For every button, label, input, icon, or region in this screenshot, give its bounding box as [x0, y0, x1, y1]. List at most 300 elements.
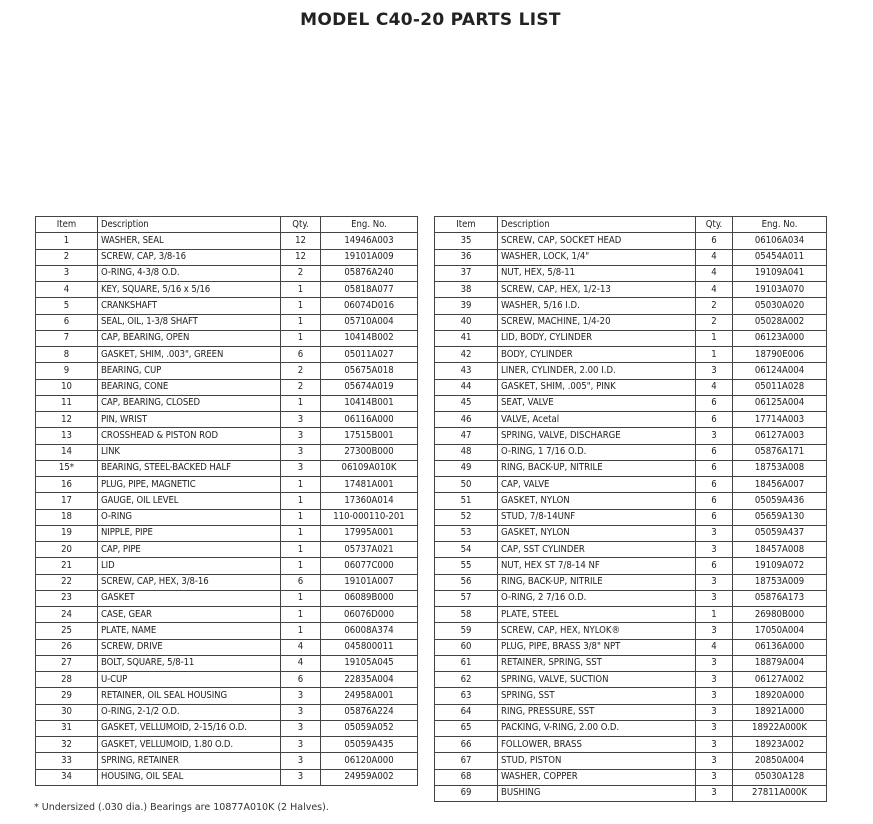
part-quantity: 3	[696, 363, 733, 379]
part-description: O-RING, 2-1/2 O.D.	[98, 704, 281, 720]
table-row	[435, 265, 827, 281]
engineering-number: 05059A436	[733, 493, 827, 509]
engineering-number: 05876A171	[733, 444, 827, 460]
engineering-number: 05675A018	[321, 363, 418, 379]
item-number: 4	[36, 282, 98, 298]
part-quantity: 3	[696, 704, 733, 720]
engineering-number: 18923A002	[733, 737, 827, 753]
part-quantity: 3	[696, 623, 733, 639]
engineering-number: 06123A000	[733, 330, 827, 346]
engineering-number: 18456A007	[733, 477, 827, 493]
part-description: CAP, BEARING, OPEN	[98, 330, 281, 346]
item-number: 55	[435, 558, 498, 574]
part-description: GASKET, SHIM, .003", GREEN	[98, 347, 281, 363]
item-number: 30	[36, 704, 98, 720]
table-header-row	[435, 217, 827, 233]
engineering-number: 18457A008	[733, 542, 827, 558]
table-row	[435, 493, 827, 509]
part-description: SCREW, CAP, HEX, NYLOK®	[498, 623, 696, 639]
item-number: 64	[435, 704, 498, 720]
item-number: 8	[36, 347, 98, 363]
part-quantity: 6	[696, 460, 733, 476]
table-row	[435, 737, 827, 753]
table-row	[36, 607, 418, 623]
item-number: 34	[36, 769, 98, 785]
part-quantity: 1	[281, 395, 321, 411]
table-row	[36, 298, 418, 314]
part-quantity: 2	[281, 363, 321, 379]
engineering-number: 19101A007	[321, 574, 418, 590]
part-quantity: 6	[696, 477, 733, 493]
part-description: NIPPLE, PIPE	[98, 525, 281, 541]
part-quantity: 3	[696, 737, 733, 753]
table-row	[435, 330, 827, 346]
part-description: GASKET	[98, 590, 281, 606]
part-description: SCREW, CAP, HEX, 3/8-16	[98, 574, 281, 590]
engineering-number: 06077C000	[321, 558, 418, 574]
part-quantity: 3	[696, 655, 733, 671]
part-quantity: 1	[281, 590, 321, 606]
engineering-number: 10414B002	[321, 330, 418, 346]
table-row	[435, 672, 827, 688]
item-number: 21	[36, 558, 98, 574]
engineering-number: 05710A004	[321, 314, 418, 330]
item-number: 16	[36, 477, 98, 493]
engineering-number: 06125A004	[733, 395, 827, 411]
part-quantity: 6	[696, 558, 733, 574]
table-row	[435, 542, 827, 558]
item-number: 5	[36, 298, 98, 314]
part-description: KEY, SQUARE, 5/16 x 5/16	[98, 282, 281, 298]
table-row	[36, 282, 418, 298]
part-description: PLUG, PIPE, MAGNETIC	[98, 477, 281, 493]
item-number: 22	[36, 574, 98, 590]
item-number: 53	[435, 525, 498, 541]
engineering-number: 110-000110-201	[321, 509, 418, 525]
table-row	[36, 639, 418, 655]
part-description: RETAINER, SPRING, SST	[498, 655, 696, 671]
part-description: NUT, HEX, 5/8-11	[498, 265, 696, 281]
part-quantity: 6	[281, 672, 321, 688]
engineering-number: 17360A014	[321, 493, 418, 509]
part-quantity: 6	[696, 509, 733, 525]
table-row	[36, 395, 418, 411]
engineering-number: 17714A003	[733, 412, 827, 428]
engineering-number: 05030A020	[733, 298, 827, 314]
part-quantity: 4	[696, 639, 733, 655]
engineering-number: 17995A001	[321, 525, 418, 541]
table-row	[435, 785, 827, 801]
item-number: 33	[36, 753, 98, 769]
part-description: WASHER, SEAL	[98, 233, 281, 249]
part-quantity: 1	[281, 623, 321, 639]
item-number: 18	[36, 509, 98, 525]
part-description: GASKET, VELLUMOID, 2-15/16 O.D.	[98, 720, 281, 736]
engineering-number: 045800011	[321, 639, 418, 655]
part-quantity: 1	[281, 477, 321, 493]
part-quantity: 6	[696, 395, 733, 411]
part-quantity: 1	[281, 282, 321, 298]
part-description: CROSSHEAD & PISTON ROD	[98, 428, 281, 444]
part-quantity: 3	[696, 525, 733, 541]
part-description: GASKET, NYLON	[498, 525, 696, 541]
part-description: RING, PRESSURE, SST	[498, 704, 696, 720]
item-number: 2	[36, 249, 98, 265]
part-quantity: 6	[281, 574, 321, 590]
part-description: SCREW, CAP, HEX, 1/2-13	[498, 282, 696, 298]
part-quantity: 4	[281, 639, 321, 655]
part-description: CAP, BEARING, CLOSED	[98, 395, 281, 411]
item-number: 39	[435, 298, 498, 314]
part-description: CAP, PIPE	[98, 542, 281, 558]
part-description: GASKET, NYLON	[498, 493, 696, 509]
part-quantity: 4	[696, 265, 733, 281]
item-number: 25	[36, 623, 98, 639]
header-qty: Qty.	[281, 217, 321, 233]
item-number: 62	[435, 672, 498, 688]
part-quantity: 6	[696, 444, 733, 460]
engineering-number: 19109A041	[733, 265, 827, 281]
table-row	[435, 704, 827, 720]
table-row	[435, 509, 827, 525]
item-number: 14	[36, 444, 98, 460]
item-number: 36	[435, 249, 498, 265]
table-row	[36, 233, 418, 249]
item-number: 38	[435, 282, 498, 298]
engineering-number: 18922A000K	[733, 720, 827, 736]
part-description: SCREW, DRIVE	[98, 639, 281, 655]
part-description: LID	[98, 558, 281, 574]
table-row	[435, 233, 827, 249]
part-quantity: 1	[696, 330, 733, 346]
table-row	[36, 347, 418, 363]
engineering-number: 19105A045	[321, 655, 418, 671]
engineering-number: 06120A000	[321, 753, 418, 769]
part-quantity: 1	[281, 558, 321, 574]
part-description: NUT, HEX ST 7/8-14 NF	[498, 558, 696, 574]
part-description: SEAL, OIL, 1-3/8 SHAFT	[98, 314, 281, 330]
engineering-number: 06106A034	[733, 233, 827, 249]
part-description: GAUGE, OIL LEVEL	[98, 493, 281, 509]
item-number: 69	[435, 785, 498, 801]
part-description: RING, BACK-UP, NITRILE	[498, 460, 696, 476]
table-row	[36, 265, 418, 281]
table-row	[36, 525, 418, 541]
table-row	[435, 347, 827, 363]
item-number: 43	[435, 363, 498, 379]
part-description: GASKET, SHIM, .005", PINK	[498, 379, 696, 395]
part-quantity: 3	[281, 688, 321, 704]
table-row	[36, 623, 418, 639]
item-number: 23	[36, 590, 98, 606]
engineering-number: 06008A374	[321, 623, 418, 639]
table-row	[435, 655, 827, 671]
part-quantity: 1	[281, 330, 321, 346]
table-row	[36, 460, 418, 476]
table-row	[36, 672, 418, 688]
engineering-number: 06074D016	[321, 298, 418, 314]
item-number: 42	[435, 347, 498, 363]
parts-table-right	[434, 216, 827, 802]
table-row	[36, 363, 418, 379]
table-row	[435, 363, 827, 379]
header-eng-no: Eng. No.	[733, 217, 827, 233]
part-description: CAP, VALVE	[498, 477, 696, 493]
table-row	[36, 542, 418, 558]
part-description: VALVE, Acetal	[498, 412, 696, 428]
item-number: 31	[36, 720, 98, 736]
engineering-number: 24959A002	[321, 769, 418, 785]
item-number: 49	[435, 460, 498, 476]
table-row	[435, 379, 827, 395]
engineering-number: 22835A004	[321, 672, 418, 688]
part-description: LINER, CYLINDER, 2.00 I.D.	[498, 363, 696, 379]
table-row	[36, 574, 418, 590]
engineering-number: 05818A077	[321, 282, 418, 298]
engineering-number: 18879A004	[733, 655, 827, 671]
table-row	[435, 460, 827, 476]
engineering-number: 10414B001	[321, 395, 418, 411]
part-quantity: 1	[696, 347, 733, 363]
part-description: BEARING, CONE	[98, 379, 281, 395]
part-description: SEAT, VALVE	[498, 395, 696, 411]
part-description: RETAINER, OIL SEAL HOUSING	[98, 688, 281, 704]
part-quantity: 4	[696, 282, 733, 298]
part-description: BEARING, STEEL-BACKED HALF	[98, 460, 281, 476]
item-number: 66	[435, 737, 498, 753]
part-description: HOUSING, OIL SEAL	[98, 769, 281, 785]
table-row	[435, 298, 827, 314]
engineering-number: 05876A224	[321, 704, 418, 720]
table-row	[435, 753, 827, 769]
table-row	[36, 655, 418, 671]
table-row	[435, 590, 827, 606]
engineering-number: 14946A003	[321, 233, 418, 249]
part-description: WASHER, 5/16 I.D.	[498, 298, 696, 314]
table-row	[36, 249, 418, 265]
part-description: O-RING, 2 7/16 O.D.	[498, 590, 696, 606]
engineering-number: 06127A002	[733, 672, 827, 688]
item-number: 40	[435, 314, 498, 330]
item-number: 50	[435, 477, 498, 493]
engineering-number: 06089B000	[321, 590, 418, 606]
table-row	[435, 574, 827, 590]
part-description: SPRING, SST	[498, 688, 696, 704]
part-description: CAP, SST CYLINDER	[498, 542, 696, 558]
part-quantity: 3	[281, 737, 321, 753]
engineering-number: 05737A021	[321, 542, 418, 558]
table-row	[435, 558, 827, 574]
part-quantity: 2	[281, 265, 321, 281]
engineering-number: 06116A000	[321, 412, 418, 428]
item-number: 19	[36, 525, 98, 541]
table-row	[36, 720, 418, 736]
engineering-number: 05876A240	[321, 265, 418, 281]
engineering-number: 05028A002	[733, 314, 827, 330]
part-description: SPRING, RETAINER	[98, 753, 281, 769]
part-description: O-RING, 1 7/16 O.D.	[498, 444, 696, 460]
table-row	[435, 623, 827, 639]
engineering-number: 05011A027	[321, 347, 418, 363]
part-quantity: 3	[696, 672, 733, 688]
part-quantity: 3	[696, 688, 733, 704]
engineering-number: 05876A173	[733, 590, 827, 606]
item-number: 51	[435, 493, 498, 509]
engineering-number: 06109A010K	[321, 460, 418, 476]
part-description: SCREW, CAP, 3/8-16	[98, 249, 281, 265]
engineering-number: 05659A130	[733, 509, 827, 525]
table-row	[435, 477, 827, 493]
engineering-number: 05454A011	[733, 249, 827, 265]
part-quantity: 3	[696, 428, 733, 444]
item-number: 28	[36, 672, 98, 688]
part-quantity: 1	[281, 298, 321, 314]
part-quantity: 3	[281, 428, 321, 444]
part-description: PACKING, V-RING, 2.00 O.D.	[498, 720, 696, 736]
part-quantity: 3	[696, 590, 733, 606]
item-number: 68	[435, 769, 498, 785]
part-quantity: 6	[281, 347, 321, 363]
part-description: BOLT, SQUARE, 5/8-11	[98, 655, 281, 671]
table-row	[36, 590, 418, 606]
engineering-number: 18753A009	[733, 574, 827, 590]
item-number: 52	[435, 509, 498, 525]
table-row	[435, 249, 827, 265]
item-number: 47	[435, 428, 498, 444]
parts-table-left	[35, 216, 418, 786]
part-quantity: 3	[696, 753, 733, 769]
engineering-number: 05059A435	[321, 737, 418, 753]
engineering-number: 18921A000	[733, 704, 827, 720]
engineering-number: 05059A437	[733, 525, 827, 541]
part-description: LID, BODY, CYLINDER	[498, 330, 696, 346]
table-header-row	[36, 217, 418, 233]
item-number: 37	[435, 265, 498, 281]
table-row	[36, 704, 418, 720]
part-quantity: 12	[281, 249, 321, 265]
item-number: 11	[36, 395, 98, 411]
part-quantity: 3	[281, 704, 321, 720]
table-row	[36, 477, 418, 493]
table-row	[36, 493, 418, 509]
engineering-number: 17481A001	[321, 477, 418, 493]
item-number: 45	[435, 395, 498, 411]
part-description: LINK	[98, 444, 281, 460]
part-quantity: 3	[696, 769, 733, 785]
part-description: PLATE, STEEL	[498, 607, 696, 623]
part-description: GASKET, VELLUMOID, 1.80 O.D.	[98, 737, 281, 753]
table-row	[435, 769, 827, 785]
table-row	[36, 688, 418, 704]
item-number: 29	[36, 688, 98, 704]
part-quantity: 3	[281, 444, 321, 460]
page-title: MODEL C40-20 PARTS LIST	[300, 10, 561, 30]
part-description: PLUG, PIPE, BRASS 3/8" NPT	[498, 639, 696, 655]
engineering-number: 18790E006	[733, 347, 827, 363]
table-row	[435, 314, 827, 330]
table-row	[36, 314, 418, 330]
item-number: 3	[36, 265, 98, 281]
item-number: 17	[36, 493, 98, 509]
item-number: 44	[435, 379, 498, 395]
part-quantity: 1	[281, 493, 321, 509]
header-eng-no: Eng. No.	[321, 217, 418, 233]
table-row	[435, 412, 827, 428]
part-quantity: 1	[281, 314, 321, 330]
table-row	[435, 428, 827, 444]
table-row	[36, 428, 418, 444]
engineering-number: 17515B001	[321, 428, 418, 444]
engineering-number: 06124A004	[733, 363, 827, 379]
item-number: 26	[36, 639, 98, 655]
table-row	[36, 444, 418, 460]
header-description: Description	[98, 217, 281, 233]
item-number: 7	[36, 330, 98, 346]
header-description: Description	[498, 217, 696, 233]
table-row	[36, 412, 418, 428]
item-number: 48	[435, 444, 498, 460]
item-number: 32	[36, 737, 98, 753]
part-quantity: 3	[696, 574, 733, 590]
part-quantity: 1	[281, 607, 321, 623]
part-description: U-CUP	[98, 672, 281, 688]
part-description: FOLLOWER, BRASS	[498, 737, 696, 753]
part-description: WASHER, COPPER	[498, 769, 696, 785]
table-row	[36, 737, 418, 753]
table-row	[435, 720, 827, 736]
item-number: 61	[435, 655, 498, 671]
part-quantity: 3	[281, 753, 321, 769]
parts-table-left-body	[36, 233, 418, 786]
table-row	[36, 753, 418, 769]
header-item: Item	[435, 217, 498, 233]
engineering-number: 26980B000	[733, 607, 827, 623]
table-row	[36, 769, 418, 785]
item-number: 1	[36, 233, 98, 249]
header-qty: Qty.	[696, 217, 733, 233]
engineering-number: 20850A004	[733, 753, 827, 769]
part-description: STUD, 7/8-14UNF	[498, 509, 696, 525]
engineering-number: 06127A003	[733, 428, 827, 444]
part-description: CASE, GEAR	[98, 607, 281, 623]
part-quantity: 1	[696, 607, 733, 623]
item-number: 41	[435, 330, 498, 346]
part-description: BUSHING	[498, 785, 696, 801]
part-description: SPRING, VALVE, DISCHARGE	[498, 428, 696, 444]
table-row	[435, 282, 827, 298]
header-item: Item	[36, 217, 98, 233]
part-quantity: 3	[696, 720, 733, 736]
engineering-number: 19101A009	[321, 249, 418, 265]
part-quantity: 2	[696, 314, 733, 330]
part-quantity: 4	[696, 249, 733, 265]
item-number: 24	[36, 607, 98, 623]
item-number: 13	[36, 428, 98, 444]
item-number: 60	[435, 639, 498, 655]
table-row	[435, 444, 827, 460]
engineering-number: 06136A000	[733, 639, 827, 655]
part-quantity: 6	[696, 493, 733, 509]
item-number: 58	[435, 607, 498, 623]
item-number: 12	[36, 412, 98, 428]
engineering-number: 19109A072	[733, 558, 827, 574]
part-quantity: 1	[281, 525, 321, 541]
part-quantity: 12	[281, 233, 321, 249]
engineering-number: 06076D000	[321, 607, 418, 623]
part-quantity: 3	[696, 785, 733, 801]
item-number: 15*	[36, 460, 98, 476]
engineering-number: 05059A052	[321, 720, 418, 736]
